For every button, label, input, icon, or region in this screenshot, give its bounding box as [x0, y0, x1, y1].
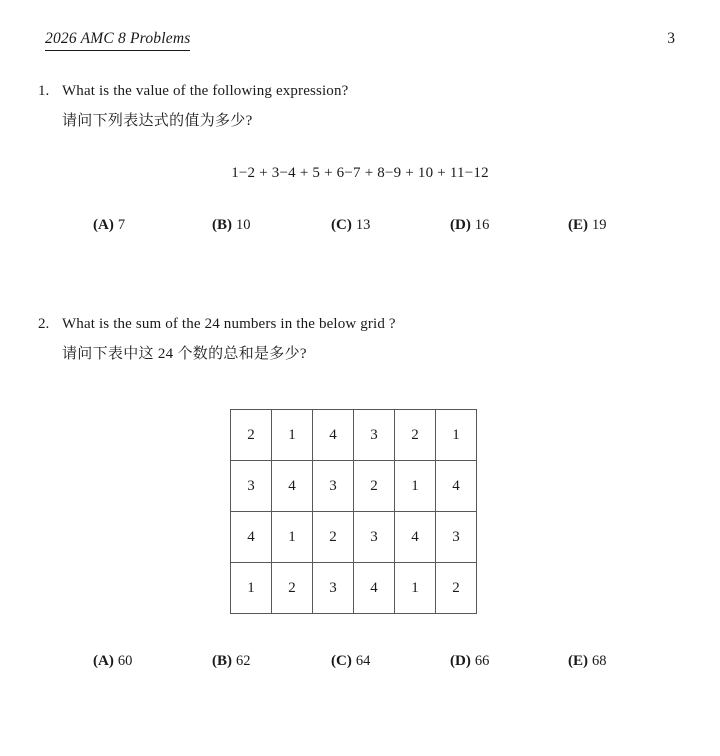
choice-2-d-value: 66 [474, 653, 490, 669]
grid-cell: 1 [272, 410, 313, 461]
grid-cell: 3 [313, 563, 354, 614]
problem-2-number: 2. [38, 316, 50, 332]
choice-1-d[interactable] [450, 217, 489, 234]
grid-cell: 3 [354, 410, 395, 461]
grid-cell: 2 [354, 461, 395, 512]
grid-cell: 4 [395, 512, 436, 563]
problem-1-statement [0, 80, 720, 102]
choice-2-a-label: (A) [93, 653, 114, 669]
grid-cell: 4 [313, 410, 354, 461]
choice-1-b[interactable] [212, 217, 251, 234]
problem-2-question-en: What is the sum of the 24 numbers in the below grid ? [62, 316, 396, 332]
problem-1-number: 1. [38, 83, 50, 99]
grid-row [231, 512, 477, 563]
choice-2-d[interactable] [450, 653, 489, 670]
grid-cell: 2 [272, 563, 313, 614]
problem-2-statement [0, 313, 720, 335]
problem-1-choices [0, 217, 720, 241]
grid-cell: 4 [231, 512, 272, 563]
choice-1-e-label: (E) [568, 217, 588, 233]
choice-2-a-value: 60 [117, 653, 133, 669]
page-number: 3 [667, 30, 675, 47]
choice-2-b-label: (B) [212, 653, 232, 669]
problem-1-expression: 1−2 + 3−4 + 5 + 6−7 + 8−9 + 10 + 11−12 [231, 165, 489, 181]
grid-row [231, 563, 477, 614]
choice-2-c-label: (C) [331, 653, 352, 669]
grid-cell: 3 [436, 512, 477, 563]
choice-1-c-value: 13 [355, 217, 371, 233]
grid-cell: 2 [436, 563, 477, 614]
choice-1-c[interactable] [331, 217, 370, 234]
number-grid [230, 409, 477, 614]
grid-cell: 2 [313, 512, 354, 563]
grid-cell: 3 [313, 461, 354, 512]
grid-cell: 1 [436, 410, 477, 461]
problem-2 [0, 313, 720, 365]
choice-2-c-value: 64 [355, 653, 371, 669]
problem-2-choices [0, 653, 720, 677]
choice-2-b-value: 62 [236, 653, 251, 669]
grid-row [231, 410, 477, 461]
choice-2-c[interactable] [331, 653, 370, 670]
grid-cell: 1 [272, 512, 313, 563]
grid-row [231, 461, 477, 512]
document-title: 2026 AMC 8 Problems [45, 30, 190, 51]
problem-1-question-en: What is the value of the following expression? [62, 83, 349, 99]
grid-cell: 4 [272, 461, 313, 512]
choice-1-e[interactable] [568, 217, 607, 234]
choice-1-a-value: 7 [117, 217, 126, 233]
choice-2-e[interactable] [568, 653, 607, 670]
choice-1-b-label: (B) [212, 217, 232, 233]
problem-1 [0, 80, 720, 241]
problem-2-question-zh: 请问下表中这 24 个数的总和是多少? [62, 346, 307, 362]
choice-2-d-label: (D) [450, 653, 471, 669]
number-grid-body [231, 410, 477, 614]
choice-1-d-label: (D) [450, 217, 471, 233]
choice-1-c-label: (C) [331, 217, 352, 233]
grid-cell: 3 [354, 512, 395, 563]
grid-cell: 1 [231, 563, 272, 614]
page-header [45, 30, 675, 56]
grid-cell: 4 [436, 461, 477, 512]
choice-2-b[interactable] [212, 653, 251, 670]
grid-cell: 2 [395, 410, 436, 461]
number-grid-container [230, 409, 477, 614]
grid-cell: 3 [231, 461, 272, 512]
grid-cell: 1 [395, 563, 436, 614]
choice-1-a-label: (A) [93, 217, 114, 233]
choice-1-a[interactable] [93, 217, 125, 234]
choice-1-b-value: 10 [236, 217, 251, 233]
choice-2-e-label: (E) [568, 653, 588, 669]
grid-cell: 2 [231, 410, 272, 461]
grid-cell: 4 [354, 563, 395, 614]
choice-1-e-value: 19 [592, 217, 607, 233]
grid-cell: 1 [395, 461, 436, 512]
choice-2-a[interactable] [93, 653, 132, 670]
problem-1-question-zh: 请问下列表达式的值为多少? [62, 113, 253, 129]
choice-2-e-value: 68 [592, 653, 607, 669]
choice-1-d-value: 16 [474, 217, 490, 233]
